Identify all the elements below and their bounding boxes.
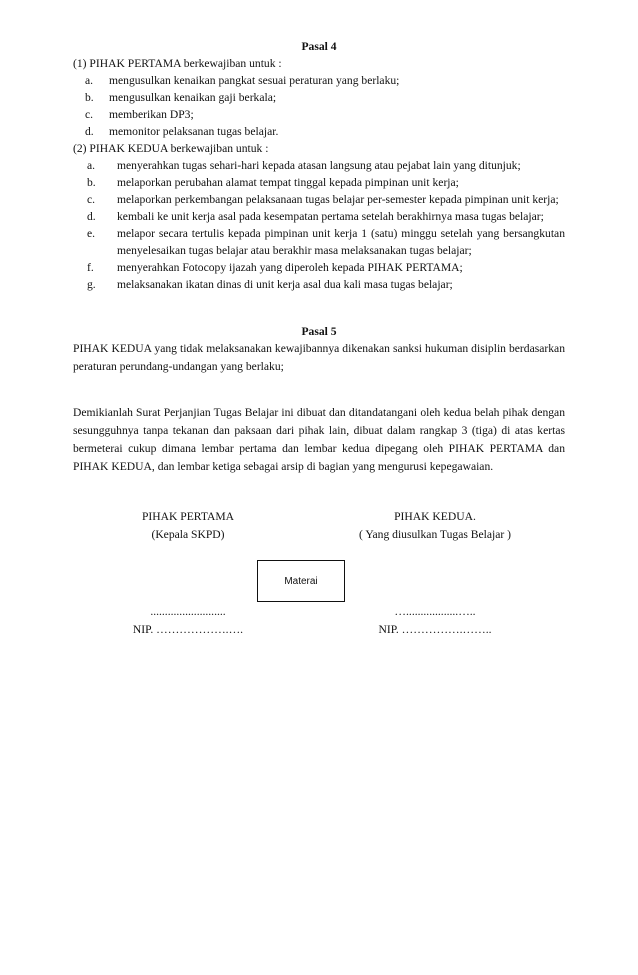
list-item-label: a. (87, 159, 96, 172)
list-item (73, 174, 565, 191)
pihak-pertama-sign-line (113, 603, 263, 639)
list-item-text: menyerahkan Fotocopy ijazah yang diperoleh kepada PIHAK PERTAMA; (117, 261, 463, 274)
document-page (73, 38, 565, 648)
pihak-kedua-sign-line (335, 603, 535, 639)
list-item-label: c. (85, 108, 94, 121)
list-item-text: memonitor pelaksanan tugas belajar. (109, 125, 279, 138)
signature-block (73, 508, 565, 648)
pihak-kedua-signature (335, 508, 535, 544)
list-item-label: d. (87, 210, 96, 223)
list-item-label: b. (85, 91, 94, 104)
list-item-label: c. (87, 193, 96, 206)
materai-box (257, 560, 345, 602)
list-item (73, 89, 565, 106)
pihak-kedua-list (73, 157, 565, 293)
list-item-label: e. (87, 227, 96, 240)
list-item-text: melaporkan perkembangan pelaksanaan tugas belajar per-semester kepada pimpinan unit kerja; (117, 193, 559, 206)
pasal5-title: Pasal 5 (301, 325, 337, 338)
list-item-text: kembali ke unit kerja asal pada kesempatan pertama setelah berakhirnya masa tugas belajar; (117, 210, 544, 223)
pihak-kedua-nip: NIP. …………….…….. (378, 623, 492, 636)
list-item-text: mengusulkan kenaikan gaji berkala; (109, 91, 277, 104)
pihak-pertama-nip: NIP. ……………….…. (132, 623, 244, 636)
list-item (73, 276, 565, 293)
list-item-text: menyerahkan tugas sehari-hari kepada atasan langsung atau pejabat lain yang ditunjuk; (117, 159, 521, 172)
materai-label: Materai (284, 575, 318, 587)
list-item-label: g. (87, 278, 96, 291)
pihak-pertama-title: PIHAK PERTAMA (141, 510, 235, 523)
pasal4-title: Pasal 4 (301, 40, 337, 53)
pihak-kedua-subtitle: ( Yang diusulkan Tugas Belajar ) (358, 528, 511, 541)
list-item (73, 123, 565, 140)
list-item-text: melaporkan perubahan alamat tempat tinggal kepada pimpinan unit kerja; (117, 176, 459, 189)
pasal5-text: PIHAK KEDUA yang tidak melaksanakan kewajibannya dikenakan sanksi hukuman disiplin berdasarkan peraturan perundang-undangan yang berlaku; (73, 342, 565, 373)
list-item (73, 208, 565, 225)
list-item (73, 191, 565, 208)
list-item (73, 259, 565, 276)
pihak-pertama-name-placeholder: .......................... (150, 605, 226, 618)
list-item-text: melapor secara tertulis kepada pimpinan unit kerja 1 (satu) minggu setelah yang bersangkutan menyelesaikan tugas belajar atau berakhir masa melaksanakan tugas belajar; (117, 227, 565, 257)
pihak-kedua-name-placeholder: …..................….. (394, 605, 476, 618)
pihak-kedua-intro: (2) PIHAK KEDUA berkewajiban untuk : (73, 142, 269, 155)
list-item-label: a. (85, 74, 94, 87)
list-item (73, 157, 565, 174)
list-item-label: b. (87, 176, 96, 189)
pihak-pertama-subtitle: (Kepala SKPD) (151, 528, 225, 541)
pihak-kedua-title: PIHAK KEDUA. (394, 510, 476, 523)
list-item-label: d. (85, 125, 94, 138)
pihak-pertama-intro: (1) PIHAK PERTAMA berkewajiban untuk : (73, 57, 282, 70)
pihak-pertama-signature (113, 508, 263, 544)
list-item-text: mengusulkan kenaikan pangkat sesuai peraturan yang berlaku; (109, 74, 400, 87)
list-item (73, 106, 565, 123)
list-item-label: f. (87, 261, 94, 274)
list-item (73, 225, 565, 259)
list-item-text: memberikan DP3; (109, 108, 194, 121)
closing-paragraph: Demikianlah Surat Perjanjian Tugas Belajar ini dibuat dan ditandatangani oleh kedua belah pihak dengan sesungguhnya tanpa tekanan dan paksaan dari pihak lain, dibuat dalam rangkap 3 (tiga) di atas kertas bermeterai cukup dimana lembar pertama dan lembar kedua dipegang oleh PIHAK PERTAMA dan PIHAK KEDUA, dan lembar ketiga sebagai arsip di bagian yang mengurusi kepegawaian. (73, 406, 565, 473)
list-item (73, 72, 565, 89)
pihak-pertama-list (73, 72, 565, 140)
list-item-text: melaksanakan ikatan dinas di unit kerja asal dua kali masa tugas belajar; (117, 278, 453, 291)
